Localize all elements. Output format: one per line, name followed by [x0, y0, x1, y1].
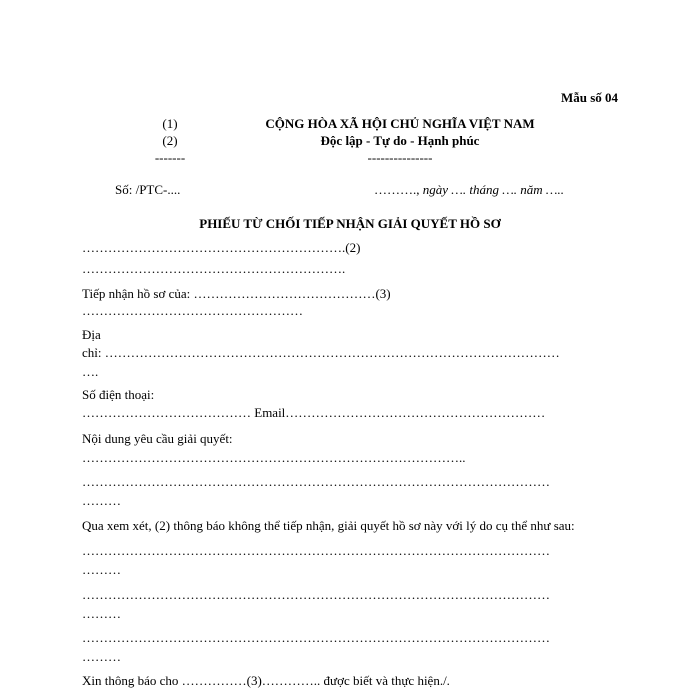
document-number: Số: /PTC-.... [115, 182, 181, 197]
review-statement: Qua xem xét, (2) thông báo không thể tiếp nhận, giải quyết hồ sơ này với lý do cụ thể như sau: [82, 518, 575, 533]
agency-line-1: (1) [162, 116, 178, 131]
reason-line-1-cont: ……… [82, 562, 121, 577]
date-place: ………., [374, 182, 423, 197]
address-cont: …. [82, 364, 99, 379]
phone-label: Số điện thoại: [82, 387, 155, 402]
document-title: PHIẾU TỪ CHỐI TIẾP NHẬN GIẢI QUYẾT HỒ SƠ [199, 216, 501, 231]
address-label: Địa [82, 327, 101, 342]
recipient-line-2: ……………………………………………………. [82, 261, 346, 276]
request-content-line-3: ……… [82, 493, 121, 508]
reason-line-2: ……………………………………………………………………………………………… [82, 587, 550, 602]
phone-email-line: ………………………………… Email…………………………………………………… [82, 405, 546, 420]
request-content-line-1: …………………………………………………………………………….. [82, 450, 466, 465]
recipient-line-1: …………………………………………………….(2) [82, 240, 361, 255]
agency-line-2: (2) [162, 133, 178, 148]
date-line [374, 182, 564, 198]
national-motto: Độc lập - Tự do - Hạnh phúc [320, 133, 480, 148]
address-line: chỉ: …………………………………………………………………………………………… [82, 345, 560, 360]
agency-divider: ------- [154, 150, 186, 165]
received-from-cont: …………………………………………… [82, 303, 303, 318]
reason-line-2-cont: ……… [82, 606, 121, 621]
reason-line-3-cont: ……… [82, 649, 121, 664]
request-content-line-2: ……………………………………………………………………………………………… [82, 474, 550, 489]
reason-line-3: ……………………………………………………………………………………………… [82, 630, 550, 645]
national-divider: --------------- [367, 150, 433, 165]
reason-line-1: ……………………………………………………………………………………………… [82, 543, 550, 558]
date-value: ngày …. tháng …. năm ….. [422, 182, 564, 197]
form-number: Mẫu số 04 [560, 90, 618, 105]
received-from-line: Tiếp nhận hồ sơ của: ……………………………………(3) [82, 286, 391, 301]
request-content-label: Nội dung yêu cầu giải quyết: [82, 431, 233, 446]
closing-line: Xin thông báo cho ……………(3)………….. được biết và thực hiện./. [82, 673, 450, 688]
national-title: CỘNG HÒA XÃ HỘI CHỦ NGHĨA VIỆT NAM [265, 116, 535, 131]
